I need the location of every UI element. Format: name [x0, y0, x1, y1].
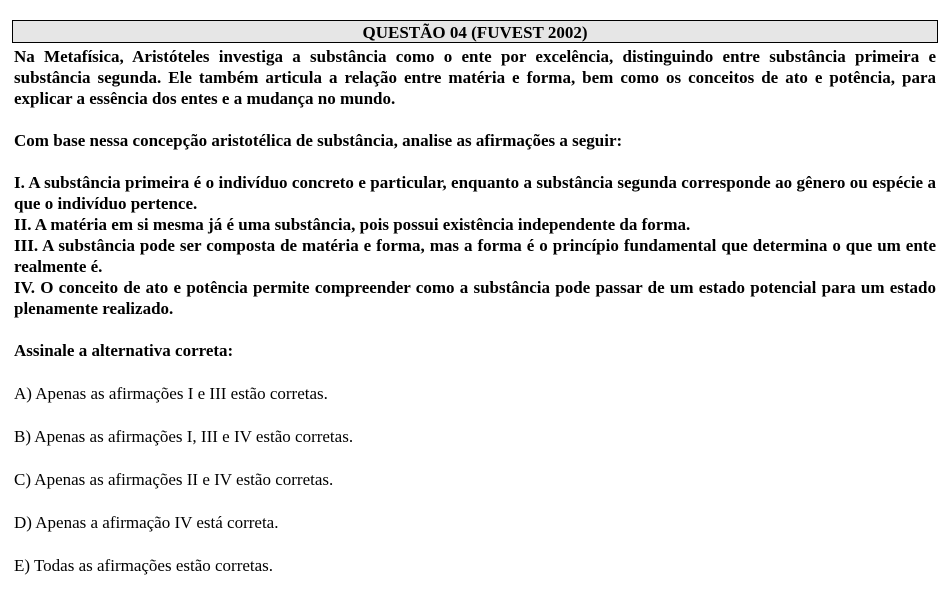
question-header: QUESTÃO 04 (FUVEST 2002)	[12, 20, 938, 43]
statement-4: IV. O conceito de ato e potência permite compreender como a substância pode passar de um estado potencial para um estado plenamente realizado.	[14, 278, 936, 318]
option-a[interactable]: A) Apenas as afirmações I e III estão corretas.	[14, 384, 328, 403]
question-page	[12, 20, 938, 576]
option-c[interactable]: C) Apenas as afirmações II e IV estão corretas.	[14, 470, 334, 489]
statement-3: III. A substância pode ser composta de matéria e forma, mas a forma é o princípio fundamental que determina o que um ente realmente é.	[14, 236, 936, 276]
option-d[interactable]: D) Apenas a afirmação IV está correta.	[14, 513, 279, 532]
option-b[interactable]: B) Apenas as afirmações I, III e IV estão corretas.	[14, 427, 354, 446]
prompt-text: Com base nessa concepção aristotélica de substância, analise as afirmações a seguir:	[14, 131, 623, 150]
intro-paragraph: Na Metafísica, Aristóteles investiga a substância como o ente por excelência, distinguindo entre substância primeira e substância segunda. Ele também articula a relação entre matéria e forma, bem como os conceitos de ato e potência, para explicar a essência dos entes e a mudança no mundo.	[14, 47, 936, 108]
statement-2: II. A matéria em si mesma já é uma substância, pois possui existência independente da forma.	[14, 215, 691, 234]
options-list	[12, 383, 938, 576]
statement-1: I. A substância primeira é o indivíduo concreto e particular, enquanto a substância segunda corresponde ao gênero ou espécie a que o indivíduo pertence.	[14, 173, 936, 213]
statements-list	[12, 172, 938, 319]
instruction-text: Assinale a alternativa correta:	[14, 341, 234, 360]
option-e[interactable]: E) Todas as afirmações estão corretas.	[14, 556, 274, 575]
